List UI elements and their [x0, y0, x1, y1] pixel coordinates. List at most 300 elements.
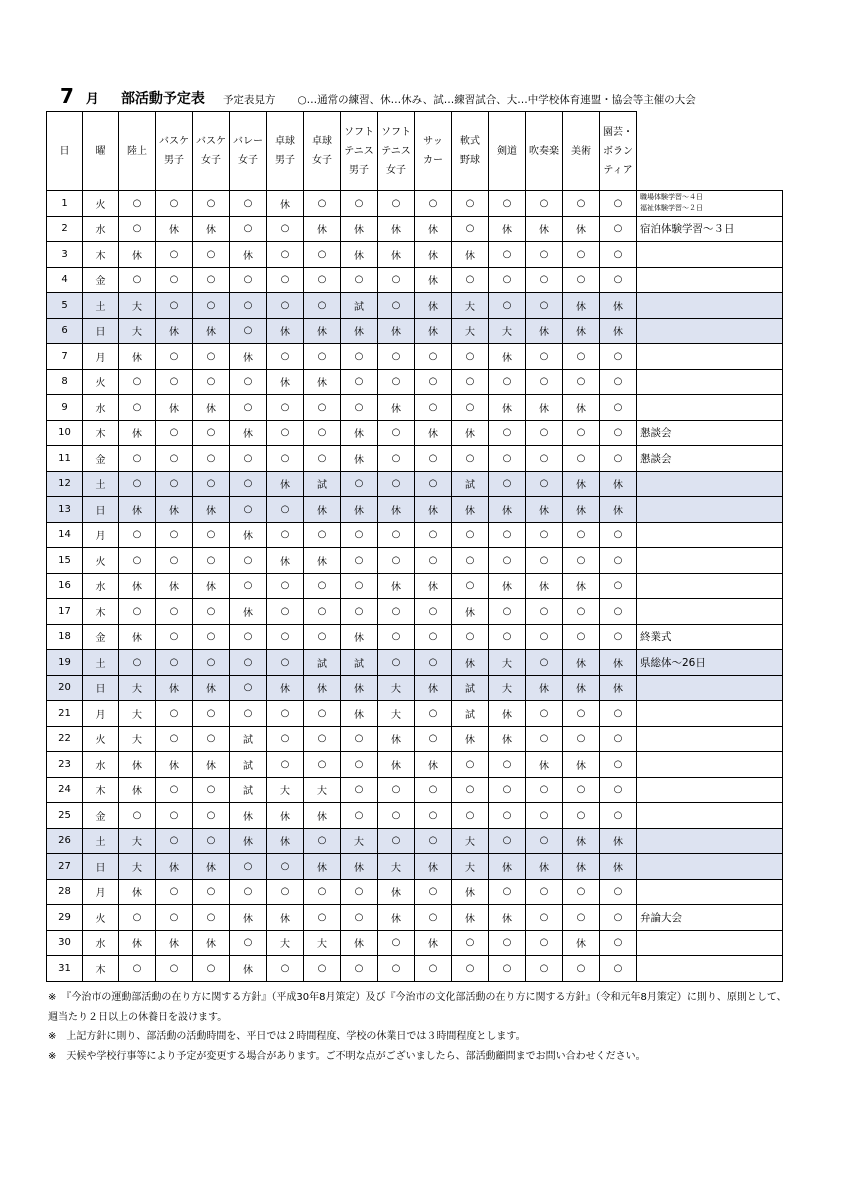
- day-cell: 19: [47, 650, 83, 676]
- schedule-cell: 休: [415, 675, 452, 701]
- table-row: [47, 650, 783, 676]
- schedule-cell: ○: [304, 293, 341, 319]
- schedule-cell: ○: [156, 522, 193, 548]
- schedule-cell: 休: [341, 701, 378, 727]
- schedule-cell: 大: [489, 318, 526, 344]
- schedule-cell: 休: [119, 777, 156, 803]
- note-cell: [637, 854, 783, 880]
- schedule-cell: ○: [341, 471, 378, 497]
- schedule-cell: ○: [230, 191, 267, 217]
- day-cell: 28: [47, 879, 83, 905]
- schedule-cell: ○: [452, 624, 489, 650]
- legend-text: ○…通常の練習、休…休み、試…練習試合、大…中学校体育連盟・協会等主催の大会: [297, 94, 696, 106]
- schedule-cell: ○: [452, 395, 489, 421]
- schedule-cell: ○: [489, 930, 526, 956]
- note-cell: [637, 956, 783, 982]
- schedule-cell: ○: [119, 267, 156, 293]
- schedule-cell: ○: [415, 522, 452, 548]
- schedule-cell: ○: [526, 522, 563, 548]
- schedule-cell: 休: [452, 650, 489, 676]
- day-cell: 5: [47, 293, 83, 319]
- schedule-cell: 大: [452, 828, 489, 854]
- schedule-cell: 休: [526, 216, 563, 242]
- schedule-cell: 休: [378, 752, 415, 778]
- schedule-cell: 休: [489, 854, 526, 880]
- schedule-cell: 休: [304, 497, 341, 523]
- schedule-cell: ○: [378, 956, 415, 982]
- schedule-cell: 休: [156, 497, 193, 523]
- schedule-cell: ○: [193, 267, 230, 293]
- day-cell: 11: [47, 446, 83, 472]
- schedule-cell: 休: [304, 216, 341, 242]
- schedule-cell: ○: [378, 828, 415, 854]
- schedule-cell: 休: [156, 854, 193, 880]
- schedule-cell: ○: [563, 191, 600, 217]
- schedule-cell: ○: [452, 446, 489, 472]
- schedule-cell: 休: [193, 318, 230, 344]
- schedule-cell: ○: [452, 548, 489, 574]
- schedule-cell: 休: [341, 675, 378, 701]
- column-header: 日: [47, 112, 83, 191]
- column-header: 卓球 男子: [267, 112, 304, 191]
- schedule-cell: ○: [489, 624, 526, 650]
- schedule-cell: 休: [415, 752, 452, 778]
- schedule-cell: ○: [600, 395, 637, 421]
- schedule-cell: 休: [378, 395, 415, 421]
- schedule-cell: ○: [526, 191, 563, 217]
- schedule-cell: ○: [415, 701, 452, 727]
- schedule-cell: ○: [526, 650, 563, 676]
- schedule-cell: ○: [304, 446, 341, 472]
- weekday-cell: 金: [83, 803, 119, 829]
- day-cell: 18: [47, 624, 83, 650]
- schedule-cell: 大: [378, 675, 415, 701]
- weekday-cell: 火: [83, 191, 119, 217]
- day-cell: 9: [47, 395, 83, 421]
- table-body: [47, 191, 783, 982]
- table-row: [47, 752, 783, 778]
- schedule-cell: 休: [526, 497, 563, 523]
- schedule-cell: 休: [156, 318, 193, 344]
- schedule-cell: 休: [415, 854, 452, 880]
- schedule-cell: 休: [119, 930, 156, 956]
- schedule-cell: 休: [304, 369, 341, 395]
- schedule-cell: ○: [304, 726, 341, 752]
- schedule-cell: 休: [452, 726, 489, 752]
- schedule-cell: 休: [193, 675, 230, 701]
- schedule-cell: 休: [156, 573, 193, 599]
- schedule-cell: ○: [193, 522, 230, 548]
- schedule-cell: ○: [341, 905, 378, 931]
- note-cell: [637, 675, 783, 701]
- weekday-cell: 日: [83, 318, 119, 344]
- schedule-cell: 試: [304, 471, 341, 497]
- schedule-cell: ○: [193, 420, 230, 446]
- schedule-cell: 休: [193, 216, 230, 242]
- schedule-cell: ○: [119, 191, 156, 217]
- schedule-cell: ○: [526, 905, 563, 931]
- schedule-cell: 休: [489, 497, 526, 523]
- note-cell: 懇談会: [637, 420, 783, 446]
- table-header-row: [47, 112, 783, 191]
- schedule-cell: 休: [304, 548, 341, 574]
- schedule-cell: 大: [119, 293, 156, 319]
- schedule-cell: 休: [230, 803, 267, 829]
- schedule-cell: ○: [600, 242, 637, 268]
- weekday-cell: 月: [83, 701, 119, 727]
- schedule-cell: ○: [378, 420, 415, 446]
- schedule-cell: ○: [119, 522, 156, 548]
- schedule-cell: ○: [230, 267, 267, 293]
- schedule-cell: ○: [526, 701, 563, 727]
- schedule-cell: ○: [341, 752, 378, 778]
- schedule-cell: ○: [526, 624, 563, 650]
- day-cell: 21: [47, 701, 83, 727]
- schedule-cell: ○: [415, 650, 452, 676]
- table-row: [47, 191, 783, 217]
- schedule-cell: 休: [230, 828, 267, 854]
- weekday-cell: 木: [83, 777, 119, 803]
- schedule-cell: ○: [119, 548, 156, 574]
- schedule-cell: 試: [341, 650, 378, 676]
- weekday-cell: 水: [83, 216, 119, 242]
- schedule-cell: 大: [119, 318, 156, 344]
- schedule-cell: ○: [526, 446, 563, 472]
- table-row: [47, 318, 783, 344]
- schedule-cell: ○: [452, 930, 489, 956]
- schedule-cell: ○: [526, 777, 563, 803]
- schedule-cell: ○: [526, 267, 563, 293]
- schedule-cell: 休: [267, 905, 304, 931]
- schedule-cell: 休: [341, 216, 378, 242]
- schedule-cell: ○: [489, 369, 526, 395]
- schedule-cell: ○: [267, 854, 304, 880]
- schedule-cell: ○: [193, 956, 230, 982]
- note-cell: 宿泊体験学習～３日: [637, 216, 783, 242]
- schedule-cell: ○: [526, 548, 563, 574]
- schedule-cell: 大: [341, 828, 378, 854]
- schedule-cell: ○: [193, 471, 230, 497]
- table-row: [47, 344, 783, 370]
- schedule-cell: ○: [600, 726, 637, 752]
- schedule-cell: ○: [156, 879, 193, 905]
- schedule-cell: ○: [526, 828, 563, 854]
- schedule-table: [46, 111, 783, 982]
- schedule-cell: ○: [267, 344, 304, 370]
- day-cell: 3: [47, 242, 83, 268]
- column-header: 卓球 女子: [304, 112, 341, 191]
- schedule-cell: 休: [526, 854, 563, 880]
- schedule-cell: 休: [193, 497, 230, 523]
- schedule-cell: ○: [526, 344, 563, 370]
- schedule-cell: ○: [193, 726, 230, 752]
- page-header: [60, 84, 820, 106]
- day-cell: 12: [47, 471, 83, 497]
- schedule-cell: 休: [526, 752, 563, 778]
- schedule-cell: ○: [341, 956, 378, 982]
- table-row: [47, 803, 783, 829]
- note-cell: 懇談会: [637, 446, 783, 472]
- table-row: [47, 828, 783, 854]
- footer-note: ※ 上記方針に則り、部活動の活動時間を、平日では２時間程度、学校の休業日では３時間程度とします。: [48, 1031, 526, 1042]
- schedule-cell: ○: [600, 879, 637, 905]
- weekday-cell: 土: [83, 650, 119, 676]
- schedule-cell: 休: [230, 905, 267, 931]
- schedule-cell: ○: [267, 701, 304, 727]
- schedule-cell: 休: [304, 854, 341, 880]
- schedule-cell: 試: [341, 293, 378, 319]
- schedule-cell: ○: [415, 599, 452, 625]
- schedule-cell: 休: [156, 395, 193, 421]
- schedule-cell: ○: [304, 267, 341, 293]
- schedule-cell: ○: [304, 242, 341, 268]
- schedule-cell: 休: [267, 548, 304, 574]
- day-cell: 29: [47, 905, 83, 931]
- schedule-cell: 休: [230, 344, 267, 370]
- footer-note: ※ 天候や学校行事等により予定が変更する場合があります。ご不明な点がございましたら、部活動顧問までお問い合わせください。: [48, 1050, 646, 1062]
- schedule-cell: 休: [378, 573, 415, 599]
- schedule-cell: ○: [415, 548, 452, 574]
- day-cell: 8: [47, 369, 83, 395]
- schedule-cell: ○: [452, 369, 489, 395]
- schedule-cell: ○: [563, 344, 600, 370]
- schedule-cell: 試: [230, 726, 267, 752]
- schedule-cell: ○: [489, 293, 526, 319]
- schedule-cell: 休: [563, 471, 600, 497]
- schedule-cell: ○: [119, 650, 156, 676]
- schedule-cell: 休: [563, 650, 600, 676]
- schedule-cell: ○: [452, 522, 489, 548]
- schedule-cell: 休: [452, 599, 489, 625]
- schedule-cell: 休: [378, 879, 415, 905]
- column-header: 吹奏楽: [526, 112, 563, 191]
- schedule-cell: 休: [415, 573, 452, 599]
- schedule-cell: 休: [415, 420, 452, 446]
- note-cell: [637, 879, 783, 905]
- schedule-cell: ○: [267, 293, 304, 319]
- table-row: [47, 369, 783, 395]
- weekday-cell: 木: [83, 242, 119, 268]
- schedule-cell: 休: [341, 446, 378, 472]
- schedule-cell: 試: [452, 471, 489, 497]
- schedule-cell: ○: [489, 420, 526, 446]
- note-cell: [637, 726, 783, 752]
- schedule-cell: ○: [378, 599, 415, 625]
- weekday-cell: 水: [83, 573, 119, 599]
- schedule-cell: 休: [489, 701, 526, 727]
- schedule-cell: ○: [489, 803, 526, 829]
- weekday-cell: 金: [83, 624, 119, 650]
- schedule-cell: 休: [415, 242, 452, 268]
- schedule-cell: ○: [193, 293, 230, 319]
- schedule-cell: 休: [600, 497, 637, 523]
- schedule-cell: ○: [193, 905, 230, 931]
- weekday-cell: 金: [83, 446, 119, 472]
- schedule-cell: 大: [489, 650, 526, 676]
- schedule-cell: 休: [341, 497, 378, 523]
- schedule-cell: ○: [230, 701, 267, 727]
- schedule-cell: ○: [489, 599, 526, 625]
- schedule-cell: ○: [119, 905, 156, 931]
- schedule-cell: 休: [230, 522, 267, 548]
- schedule-cell: ○: [230, 395, 267, 421]
- schedule-cell: ○: [526, 956, 563, 982]
- schedule-cell: 休: [230, 420, 267, 446]
- schedule-cell: ○: [415, 624, 452, 650]
- schedule-cell: 休: [341, 854, 378, 880]
- note-cell: [637, 497, 783, 523]
- schedule-cell: ○: [230, 675, 267, 701]
- schedule-cell: 休: [230, 599, 267, 625]
- note-cell: [637, 803, 783, 829]
- schedule-cell: ○: [267, 242, 304, 268]
- schedule-cell: ○: [156, 599, 193, 625]
- schedule-cell: ○: [156, 369, 193, 395]
- note-cell: [637, 701, 783, 727]
- schedule-cell: 大: [489, 675, 526, 701]
- schedule-cell: ○: [230, 446, 267, 472]
- schedule-cell: 休: [119, 420, 156, 446]
- footer-note: ※ 『今治市の運動部活動の在り方に関する方針』（平成30年8月策定）及び『今治市の文化部活動の在り方に関する方針』（令和元年8月策定）に則り、原則として、週当たり２日以上の休養日を設けます。: [48, 992, 787, 1023]
- schedule-cell: ○: [304, 395, 341, 421]
- schedule-cell: ○: [341, 777, 378, 803]
- weekday-cell: 水: [83, 752, 119, 778]
- schedule-cell: ○: [600, 216, 637, 242]
- schedule-cell: ○: [267, 216, 304, 242]
- schedule-cell: 大: [267, 930, 304, 956]
- schedule-cell: 休: [156, 216, 193, 242]
- day-cell: 23: [47, 752, 83, 778]
- schedule-cell: 休: [415, 930, 452, 956]
- note-cell: [637, 471, 783, 497]
- schedule-cell: ○: [526, 242, 563, 268]
- table-row: [47, 522, 783, 548]
- day-cell: 10: [47, 420, 83, 446]
- schedule-cell: ○: [156, 242, 193, 268]
- schedule-cell: ○: [156, 650, 193, 676]
- schedule-cell: ○: [193, 701, 230, 727]
- schedule-cell: 休: [489, 905, 526, 931]
- schedule-cell: 休: [378, 242, 415, 268]
- schedule-cell: 休: [563, 930, 600, 956]
- schedule-cell: ○: [563, 777, 600, 803]
- schedule-cell: ○: [119, 956, 156, 982]
- table-row: [47, 395, 783, 421]
- schedule-cell: ○: [230, 318, 267, 344]
- note-cell: [637, 573, 783, 599]
- schedule-cell: 休: [267, 675, 304, 701]
- schedule-cell: ○: [267, 420, 304, 446]
- schedule-cell: 休: [415, 293, 452, 319]
- schedule-cell: 休: [267, 471, 304, 497]
- schedule-cell: 休: [563, 318, 600, 344]
- schedule-cell: ○: [341, 344, 378, 370]
- schedule-cell: ○: [378, 267, 415, 293]
- schedule-cell: ○: [600, 548, 637, 574]
- schedule-cell: ○: [304, 701, 341, 727]
- schedule-cell: ○: [304, 879, 341, 905]
- schedule-cell: ○: [563, 726, 600, 752]
- column-header: ソフト テニス 男子: [341, 112, 378, 191]
- schedule-cell: ○: [304, 191, 341, 217]
- schedule-cell: 休: [230, 242, 267, 268]
- schedule-cell: ○: [489, 548, 526, 574]
- column-header: 園芸・ ボラン ティア: [600, 112, 637, 191]
- note-cell: 弁論大会: [637, 905, 783, 931]
- note-cell: [637, 777, 783, 803]
- table-row: [47, 930, 783, 956]
- schedule-cell: 休: [193, 573, 230, 599]
- schedule-cell: ○: [600, 420, 637, 446]
- schedule-cell: ○: [415, 777, 452, 803]
- schedule-cell: ○: [563, 548, 600, 574]
- schedule-cell: ○: [341, 369, 378, 395]
- schedule-cell: 休: [119, 752, 156, 778]
- schedule-cell: ○: [193, 777, 230, 803]
- schedule-cell: ○: [600, 344, 637, 370]
- schedule-cell: ○: [304, 624, 341, 650]
- weekday-cell: 火: [83, 905, 119, 931]
- schedule-cell: ○: [304, 573, 341, 599]
- schedule-cell: 試: [452, 675, 489, 701]
- schedule-cell: 休: [452, 242, 489, 268]
- footer-notes: [48, 988, 788, 1066]
- schedule-cell: ○: [415, 344, 452, 370]
- schedule-cell: ○: [526, 879, 563, 905]
- schedule-cell: ○: [452, 752, 489, 778]
- schedule-cell: ○: [341, 522, 378, 548]
- note-cell: [637, 293, 783, 319]
- schedule-cell: ○: [119, 471, 156, 497]
- schedule-cell: 休: [489, 573, 526, 599]
- schedule-cell: 休: [563, 573, 600, 599]
- month-number: 7: [60, 84, 74, 108]
- day-cell: 22: [47, 726, 83, 752]
- schedule-cell: ○: [415, 905, 452, 931]
- schedule-cell: ○: [267, 879, 304, 905]
- schedule-cell: ○: [156, 548, 193, 574]
- schedule-cell: ○: [600, 573, 637, 599]
- schedule-cell: ○: [600, 624, 637, 650]
- day-cell: 4: [47, 267, 83, 293]
- schedule-cell: ○: [563, 522, 600, 548]
- schedule-cell: 休: [415, 497, 452, 523]
- schedule-cell: ○: [415, 395, 452, 421]
- schedule-cell: 休: [563, 752, 600, 778]
- schedule-cell: ○: [378, 471, 415, 497]
- schedule-cell: 大: [304, 777, 341, 803]
- schedule-cell: ○: [563, 803, 600, 829]
- schedule-cell: ○: [267, 624, 304, 650]
- schedule-cell: ○: [267, 599, 304, 625]
- column-header: 陸上: [119, 112, 156, 191]
- schedule-cell: ○: [119, 216, 156, 242]
- note-cell: [637, 599, 783, 625]
- note-cell: [637, 548, 783, 574]
- schedule-cell: ○: [193, 599, 230, 625]
- note-cell: [637, 395, 783, 421]
- table-row: [47, 726, 783, 752]
- schedule-cell: 休: [267, 803, 304, 829]
- schedule-cell: ○: [341, 599, 378, 625]
- schedule-cell: ○: [230, 293, 267, 319]
- table-row: [47, 701, 783, 727]
- schedule-cell: ○: [526, 471, 563, 497]
- schedule-cell: ○: [378, 293, 415, 319]
- schedule-cell: 大: [452, 293, 489, 319]
- schedule-cell: 休: [267, 828, 304, 854]
- schedule-cell: 休: [489, 726, 526, 752]
